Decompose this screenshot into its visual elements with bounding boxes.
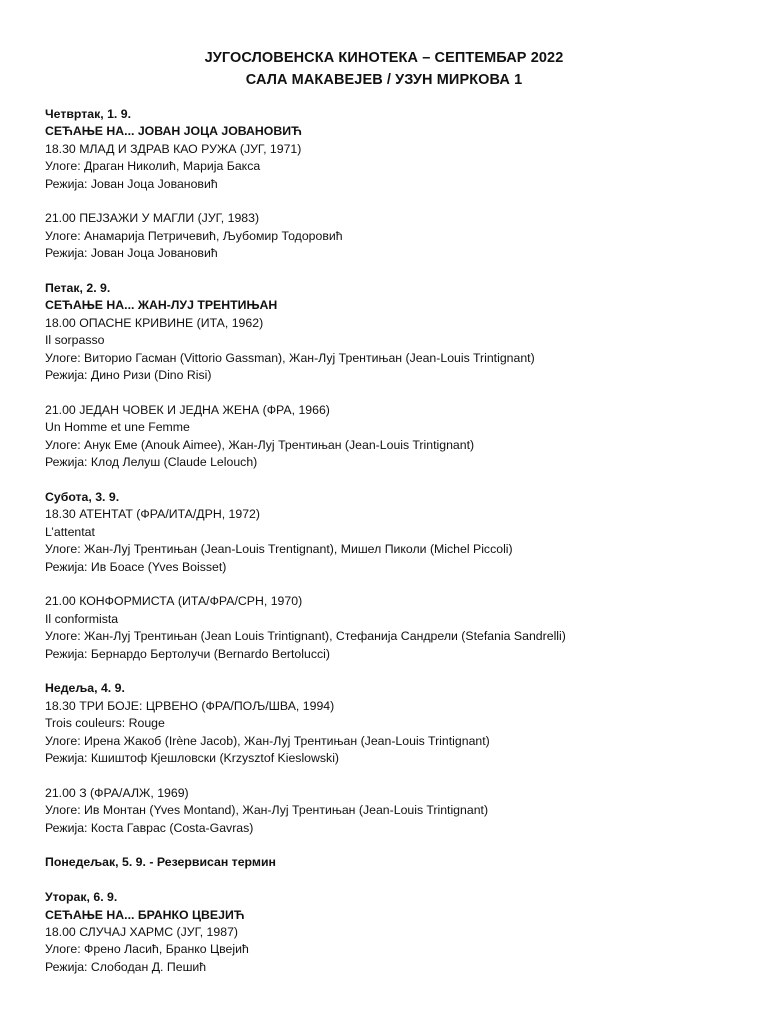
series-heading: СЕЋАЊЕ НА... ЈОВАН ЈОЦА ЈОВАНОВИЋ	[45, 124, 302, 139]
film-cast: Улоге: Драган Николић, Марија Бакса	[45, 159, 261, 174]
day-heading: Уторак, 6. 9.	[45, 890, 118, 905]
film-cast: Улоге: Ирена Жакоб (Irène Jacob), Жан-Луј Трентињан (Jean-Louis Trintignant)	[45, 733, 490, 748]
film-title: 21.00 ПЕЈЗАЖИ У МАГЛИ (ЈУГ, 1983)	[45, 211, 260, 226]
film-director: Режија: Кшиштоф Кјешловски (Krzysztof Kieslowski)	[45, 750, 340, 765]
film-title: 18.30 МЛАД И ЗДРАВ КАО РУЖА (ЈУГ, 1971)	[45, 141, 302, 156]
title-line-2: САЛА МАКАВЕЈЕВ / УЗУН МИРКОВА 1	[245, 72, 523, 88]
film-original-title: Un Homme et une Femme	[45, 420, 190, 435]
film-title: 18.00 СЛУЧАЈ ХАРМС (ЈУГ, 1987)	[45, 924, 239, 939]
film-director: Режија: Јован Јоца Јовановић	[45, 246, 218, 261]
schedule	[45, 106, 745, 976]
title-line-1: ЈУГОСЛОВЕНСКА КИНОТЕКА – СЕПТЕМБАР 2022	[204, 50, 564, 66]
film-title: 21.00 З (ФРА/АЛЖ, 1969)	[45, 785, 189, 800]
film-title: 21.00 КОНФОРМИСТА (ИТА/ФРА/СРН, 1970)	[45, 594, 303, 609]
film-cast: Улоге: Жан-Луј Трентињан (Jean-Louis Trentignant), Мишел Пиколи (Michel Piccoli)	[45, 542, 513, 557]
film-director: Режија: Јован Јоца Јовановић	[45, 176, 218, 191]
film-original-title: Il conformista	[45, 611, 119, 626]
day-heading: Петак, 2. 9.	[45, 281, 111, 296]
film-director: Режија: Бернардо Бертолучи (Bernardo Bertolucci)	[45, 646, 330, 661]
document-header	[0, 47, 768, 91]
film-director: Режија: Ив Боасе (Yves Boisset)	[45, 559, 227, 574]
film-title: 18.30 ТРИ БОЈЕ: ЦРВЕНО (ФРА/ПОЉ/ШВА, 1994)	[45, 698, 335, 713]
day-heading: Субота, 3. 9.	[45, 489, 120, 504]
film-director: Режија: Слободан Д. Пешић	[45, 959, 207, 974]
film-cast: Улоге: Анук Еме (Anouk Aimee), Жан-Луј Трентињан (Jean-Louis Trintignant)	[45, 437, 475, 452]
film-cast: Улоге: Ив Монтан (Yves Montand), Жан-Луј Трентињан (Jean-Louis Trintignant)	[45, 803, 489, 818]
film-director: Режија: Коста Гаврас (Costa-Gavras)	[45, 820, 254, 835]
day-heading: Недеља, 4. 9.	[45, 681, 125, 696]
film-director: Режија: Дино Ризи (Dino Risi)	[45, 368, 212, 383]
film-cast: Улоге: Виторио Гасман (Vittorio Gassman), Жан-Луј Трентињан (Jean-Louis Trintignant)	[45, 350, 535, 365]
film-title: 21.00 ЈЕДАН ЧОВЕК И ЈЕДНА ЖЕНА (ФРА, 1966)	[45, 402, 330, 417]
day-heading: Понедељак, 5. 9. - Резервисан термин	[45, 855, 276, 870]
film-cast: Улоге: Жан-Луј Трентињан (Jean Louis Trintignant), Стефанија Сандрели (Stefania Sandrelli)	[45, 629, 566, 644]
film-title: 18.00 ОПАСНЕ КРИВИНЕ (ИТА, 1962)	[45, 315, 264, 330]
series-heading: СЕЋАЊЕ НА... ЖАН-ЛУЈ ТРЕНТИЊАН	[45, 298, 278, 313]
film-director: Режија: Клод Лелуш (Claude Lelouch)	[45, 455, 258, 470]
film-cast: Улоге: Френо Ласић, Бранко Цвејић	[45, 942, 249, 957]
film-original-title: Trois couleurs: Rouge	[45, 716, 165, 731]
day-heading: Четвртак, 1. 9.	[45, 107, 132, 121]
film-title: 18.30 АТЕНТАТ (ФРА/ИТА/ДРН, 1972)	[45, 507, 260, 522]
film-original-title: L’attentat	[45, 524, 95, 539]
film-cast: Улоге: Анамарија Петричевић, Љубомир Тодоровић	[45, 228, 343, 243]
film-original-title: Il sorpasso	[45, 333, 105, 348]
series-heading: СЕЋАЊЕ НА... БРАНКО ЦВЕЈИЋ	[45, 907, 245, 922]
